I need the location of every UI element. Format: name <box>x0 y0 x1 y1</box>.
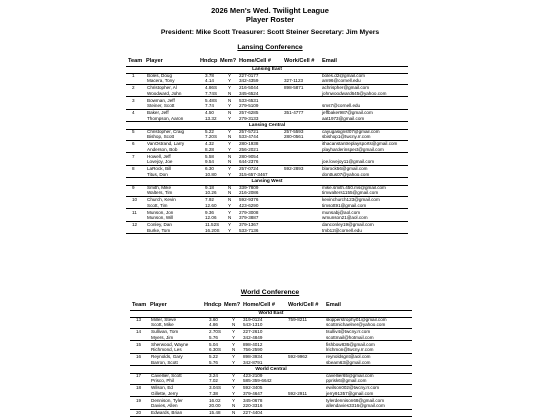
player-handicap: 5.04 <box>209 341 218 347</box>
player-name: Richmond, Les <box>151 347 182 353</box>
player-member-flag: Y <box>232 354 236 360</box>
conference-title: Lansing Conference <box>237 44 303 51</box>
column-header-email: Email <box>322 58 337 64</box>
player-name: Bishop, Scott <box>147 134 175 140</box>
player-email: cavellier65@gmail.com <box>326 372 374 378</box>
player-handicap: 11.52S <box>205 222 220 228</box>
player-member-flag: N <box>232 403 236 409</box>
player-member-flag: Y <box>232 390 236 396</box>
player-home-phone: 543-1310 <box>243 322 263 328</box>
player-handicap: 5.76 <box>209 334 218 340</box>
player-work-phone: 280-0561 <box>284 134 304 140</box>
team-number: 12 <box>132 222 138 228</box>
player-email: reynoldsgnt@aol.com <box>326 354 371 360</box>
player-name: Steiner, Scott <box>147 103 175 109</box>
player-member-flag: N <box>228 97 232 103</box>
player-handicap: 16.02 <box>209 397 221 403</box>
player-member-flag: Y <box>232 397 236 403</box>
player-handicap: 3.04S <box>209 385 222 391</box>
player-email: scottmail@hotmail.com <box>326 334 374 340</box>
player-member-flag: Y <box>228 115 232 121</box>
player-member-flag: N <box>228 190 232 196</box>
player-email: ithacanstantreplaysports@gmail.com <box>322 141 398 147</box>
column-header-hndcp: Hndcp <box>200 58 218 64</box>
player-name: VanOstrand, Larry <box>147 141 185 147</box>
player-email: jerry91357@gmail.com <box>326 390 374 396</box>
player-name: Miller, Steve <box>151 316 177 322</box>
player-email: sms7@cornell.edu <box>322 103 361 109</box>
player-email: skipperstrophy01@gmail.com <box>326 316 387 322</box>
player-name: Munson, Jon <box>147 209 174 215</box>
player-name: Gillette, Jerry <box>151 390 179 396</box>
team-number: 20 <box>136 410 142 416</box>
player-name: Church, Kevin <box>147 197 176 203</box>
player-member-flag: Y <box>232 329 236 335</box>
player-email: lrichmon@twcny.rr.com <box>326 347 374 353</box>
player-email: munsabj@aol.com <box>322 209 361 215</box>
player-name: Boles, Doug <box>147 72 173 78</box>
player-handicap: 7.38 <box>209 390 218 396</box>
player-email: tmb12@cornell.edu <box>322 227 362 233</box>
player-member-flag: N <box>228 197 232 203</box>
player-handicap: 4.50 <box>205 110 214 116</box>
roster-subtitle: Player Roster <box>245 15 295 24</box>
player-email: ewilson002@twcny.rr.com <box>326 385 380 391</box>
player-handicap: 3.60 <box>209 316 218 322</box>
team-number: 17 <box>136 372 142 378</box>
player-handicap: 6.30S <box>209 347 222 353</box>
player-name: Baker, Jeff <box>147 110 169 116</box>
player-handicap: 4.32 <box>205 141 214 147</box>
player-work-phone: 351-4777 <box>284 110 304 116</box>
player-email: donttus07@yahoo.com <box>322 171 370 177</box>
player-email: aat1973@gmail.com <box>322 115 365 121</box>
player-member-flag: Y <box>228 78 232 84</box>
column-header-home: Home/Cell # <box>243 302 276 308</box>
division-title: Lansing East <box>126 67 408 74</box>
player-work-phone: 898-5871 <box>284 85 304 91</box>
team-number: 2 <box>132 85 135 91</box>
player-member-flag: N <box>228 215 232 221</box>
player-member-flag: N <box>228 110 232 116</box>
player-name: Macera, Tony <box>147 78 175 84</box>
player-email: sbishop1@twcny.rr.com <box>322 134 371 140</box>
player-member-flag: N <box>228 184 232 190</box>
player-handicap: 7.74S <box>205 90 218 96</box>
player-name: Wilson, Ed <box>151 385 173 391</box>
team-number: 5 <box>132 128 135 134</box>
player-work-phone: 592-9962 <box>288 354 308 360</box>
player-handicap: 16.20S <box>205 227 220 233</box>
player-home-phone: 644-2376 <box>239 159 259 165</box>
player-member-flag: Y <box>232 334 236 340</box>
player-home-phone: 533-7136 <box>239 227 259 233</box>
player-email: kevinchurch123@gmail.com <box>322 197 380 203</box>
player-member-flag: Y <box>232 359 236 365</box>
division-title: World Central <box>130 367 412 374</box>
column-header-team: Team <box>128 58 143 64</box>
player-name: Sullivan, Tom <box>151 329 179 335</box>
player-home-phone: 216-5044 <box>239 85 259 91</box>
player-member-flag: Y <box>228 128 232 134</box>
player-work-phone: 592-2911 <box>288 390 308 396</box>
division-title: World East <box>130 311 412 318</box>
team-number: 19 <box>136 397 142 403</box>
player-home-phone: 216-2086 <box>239 190 259 196</box>
player-handicap: 2.70S <box>209 329 222 335</box>
player-member-flag: Y <box>228 141 232 147</box>
player-home-phone: 898-4012 <box>243 341 263 347</box>
team-number: 14 <box>136 329 142 335</box>
player-member-flag: Y <box>228 146 232 152</box>
player-home-phone: 756-2590 <box>243 347 263 353</box>
player-name: Christopher, Al <box>147 85 177 91</box>
player-name: Smith, Mike <box>147 184 171 190</box>
player-handicap: 10.26 <box>205 190 217 196</box>
column-header-mem: Mem? <box>224 302 241 308</box>
player-handicap: 3.24 <box>209 372 218 378</box>
team-number: 10 <box>132 197 138 203</box>
column-header-hndcp: Hndcp <box>204 302 222 308</box>
player-member-flag: Y <box>228 227 232 233</box>
column-header-mem: Mem? <box>220 58 237 64</box>
player-email: danconley19@gmail.com <box>322 222 374 228</box>
player-member-flag: Y <box>232 372 236 378</box>
player-name: Woodward, John <box>147 90 182 96</box>
player-member-flag: N <box>228 90 232 96</box>
player-home-phone: 319-0124 <box>243 316 263 322</box>
player-handicap: 8.28 <box>205 146 214 152</box>
player-member-flag: Y <box>228 166 232 172</box>
player-member-flag: Y <box>228 222 232 228</box>
player-member-flag: Y <box>228 171 232 177</box>
player-home-phone: 256-2021 <box>239 146 259 152</box>
player-name: Conley, Dan <box>147 222 172 228</box>
player-home-phone: 585-359-6642 <box>243 378 272 384</box>
player-handicap: 6.30 <box>205 166 214 172</box>
team-number: 3 <box>132 97 135 103</box>
player-handicap: 9.36 <box>205 209 214 215</box>
player-member-flag: N <box>228 134 232 140</box>
column-header-work: Work/Cell # <box>284 58 315 64</box>
player-name: Munson, Will <box>147 215 174 221</box>
team-number: 16 <box>136 354 142 360</box>
player-home-phone: 423-2109 <box>243 372 263 378</box>
player-handicap: 12.06 <box>205 215 217 221</box>
player-handicap: 10.80 <box>205 171 217 177</box>
player-home-phone: 533-4744 <box>239 134 259 140</box>
team-number: 4 <box>132 110 135 116</box>
player-email: cayugasignsf07@gmail.com <box>322 128 380 134</box>
player-home-phone: 227-0177 <box>239 72 259 78</box>
column-header-home: Home/Cell # <box>239 58 272 64</box>
player-handicap: 9.54 <box>205 159 214 165</box>
player-member-flag: Y <box>228 103 232 109</box>
division-title: Lansing West <box>126 179 408 186</box>
player-name: Myers, Jim <box>151 334 174 340</box>
player-member-flag: N <box>228 159 232 165</box>
player-handicap: 7.20S <box>205 134 218 140</box>
player-member-flag: Y <box>232 341 236 347</box>
player-email: jeffbaker987@gmail.com <box>322 110 373 116</box>
team-number: 6 <box>132 141 135 147</box>
player-member-flag: Y <box>232 385 236 391</box>
player-work-phone: 759-8211 <box>288 316 308 322</box>
player-name: LaRock, Bill <box>147 166 172 172</box>
player-handicap: 5.58 <box>205 153 214 159</box>
column-header-player: Player <box>146 58 163 64</box>
team-number: 9 <box>132 184 135 190</box>
column-header-work: Work/Cell # <box>288 302 319 308</box>
player-home-phone: 379-4647 <box>243 390 263 396</box>
team-number: 13 <box>136 316 142 322</box>
column-header-email: Email <box>326 302 341 308</box>
team-number: 1 <box>132 72 135 78</box>
player-home-phone: 279-3008 <box>239 209 259 215</box>
player-home-phone: 227-4404 <box>243 410 263 416</box>
player-name: Scott, Mike <box>151 322 174 328</box>
player-email: joe.lovejoy11@gmail.com <box>322 159 375 165</box>
player-home-phone: 342-4849 <box>243 334 263 340</box>
player-name: Howell, Jeff <box>147 153 171 159</box>
team-number: 18 <box>136 385 142 391</box>
player-name: Thompson, Aaron <box>147 115 184 121</box>
team-separator <box>126 233 408 234</box>
player-home-phone: 257-0724 <box>239 166 259 172</box>
team-number: 11 <box>132 209 137 215</box>
player-home-phone: 257-5721 <box>239 128 259 134</box>
player-home-phone: 342-4359 <box>239 78 259 84</box>
team-number: 7 <box>132 153 135 159</box>
player-name: Lovejoy, Joe <box>147 159 173 165</box>
player-member-flag: Y <box>232 316 236 322</box>
player-handicap: 12.60 <box>205 202 217 208</box>
player-email: mike.smith.450.ms@gmail.com <box>322 184 386 190</box>
player-name: Cavellier, Scott <box>151 372 182 378</box>
player-home-phone: 227-2610 <box>243 329 263 335</box>
player-home-phone: 280-1938 <box>239 141 259 147</box>
player-handicap: 3.78 <box>205 72 214 78</box>
player-handicap: 5.76 <box>209 359 218 365</box>
player-member-flag: Y <box>228 85 232 91</box>
player-member-flag: N <box>232 322 236 328</box>
player-handicap: 5.22 <box>205 128 214 134</box>
player-handicap: 15.48 <box>209 410 221 416</box>
player-handicap: 5.22 <box>209 354 218 360</box>
conference-title: World Conference <box>240 289 300 296</box>
player-home-phone: 423-6290 <box>239 202 259 208</box>
player-name: Dennison, Tyler <box>151 397 183 403</box>
player-home-phone: 898-3934 <box>243 354 263 360</box>
column-header-team: Team <box>132 302 147 308</box>
team-number: 8 <box>132 166 135 172</box>
player-member-flag: Y <box>228 72 232 78</box>
player-handicap: 4.14 <box>205 78 214 84</box>
player-handicap: 4.86 <box>209 322 218 328</box>
player-email: am96@cornell.edu <box>322 78 361 84</box>
player-email: tylerdennison68@gmail.com <box>326 397 385 403</box>
player-home-phone: 339-7809 <box>239 184 259 190</box>
player-handicap: 7.02 <box>209 378 218 384</box>
player-email: timwalters1155@gmail.com <box>322 190 379 196</box>
player-home-phone: 257-6285 <box>239 110 259 116</box>
column-header-player: Player <box>150 302 167 308</box>
player-member-flag: N <box>232 410 236 416</box>
player-home-phone: 592-3405 <box>243 385 263 391</box>
player-member-flag: Y <box>228 209 232 215</box>
player-handicap: 7.92 <box>205 197 214 203</box>
player-home-phone: 345-6524 <box>239 90 259 96</box>
player-name: Sherwood, Wayne <box>151 341 189 347</box>
player-email: tsulliv4@twcny.rr.com <box>326 329 371 335</box>
player-home-phone: 379-1367 <box>239 222 259 228</box>
player-email: scottmichaelner@yahoo.com <box>326 322 386 328</box>
league-title: 2026 Men's Wed. Twilight League <box>211 6 329 15</box>
player-name: Anderson, Bob <box>147 146 178 152</box>
player-email: playharderinspect@gmail.com <box>322 146 384 152</box>
player-name: Scott, Tim <box>147 202 168 208</box>
player-home-phone: 279-5109 <box>239 103 259 109</box>
player-member-flag: Y <box>228 202 232 208</box>
player-handicap: 13.32 <box>205 115 217 121</box>
player-name: Walters, Tim <box>147 190 173 196</box>
officers-line: President: Mike Scott Treasurer: Scott Steiner Secretary: Jim Myers <box>160 29 380 36</box>
player-name: Bowman, Jeff <box>147 97 175 103</box>
player-name: Titus, Don <box>147 171 168 177</box>
player-home-phone: 220-3316 <box>243 403 263 409</box>
player-email: johnwoodward645@yahoo.com <box>322 90 387 96</box>
player-work-phone: 592-2893 <box>284 166 304 172</box>
player-home-phone: 533-6531 <box>239 97 259 103</box>
player-member-flag: Y <box>232 378 236 384</box>
player-home-phone: 279-3133 <box>239 115 259 121</box>
player-handicap: 5.48S <box>205 97 218 103</box>
player-email: timsott91@gmail.com <box>322 202 367 208</box>
player-home-phone: 342-8791 <box>243 359 263 365</box>
player-member-flag: N <box>228 153 232 159</box>
player-name: Burke, Tom <box>147 227 171 233</box>
player-handicap: 4.86S <box>205 85 218 91</box>
player-name: Prisco, Phil <box>151 378 174 384</box>
player-email: pprisk6@gmail.com <box>326 378 367 384</box>
player-email: allendavies3316@gmail.com <box>326 403 385 409</box>
player-email: achrispher@gmail.com <box>322 85 370 91</box>
player-name: Davies, Allen <box>151 403 178 409</box>
team-number: 15 <box>136 341 142 347</box>
division-title: Lansing Central <box>126 123 408 130</box>
player-email: boles.d2@gmail.com <box>322 72 365 78</box>
player-home-phone: 345-0678 <box>243 397 263 403</box>
player-email: wmunson21@aol.com <box>322 215 368 221</box>
player-handicap: 20.00 <box>209 403 221 409</box>
player-work-phone: 257-5593 <box>284 128 304 134</box>
player-home-phone: 315-657-3467 <box>239 171 268 177</box>
player-name: Christopher, Craig <box>147 128 185 134</box>
player-home-phone: 280-9054 <box>239 153 259 159</box>
player-email: blarock56@gmail.com <box>322 166 368 172</box>
player-name: Edwards, Brian <box>151 410 183 416</box>
player-home-phone: 379-3887 <box>239 215 259 221</box>
player-home-phone: 592-9376 <box>239 197 259 203</box>
player-name: Reynolds, Gary <box>151 354 183 360</box>
player-handicap: 9.18 <box>205 184 214 190</box>
player-name: Barron, Scott <box>151 359 178 365</box>
player-member-flag: N <box>232 347 236 353</box>
player-email: fishbow836@gmail.com <box>326 341 375 347</box>
player-work-phone: 327-1123 <box>284 78 304 84</box>
player-handicap: 7.74 <box>205 103 214 109</box>
player-email: sbeam63@gmail.com <box>326 359 371 365</box>
